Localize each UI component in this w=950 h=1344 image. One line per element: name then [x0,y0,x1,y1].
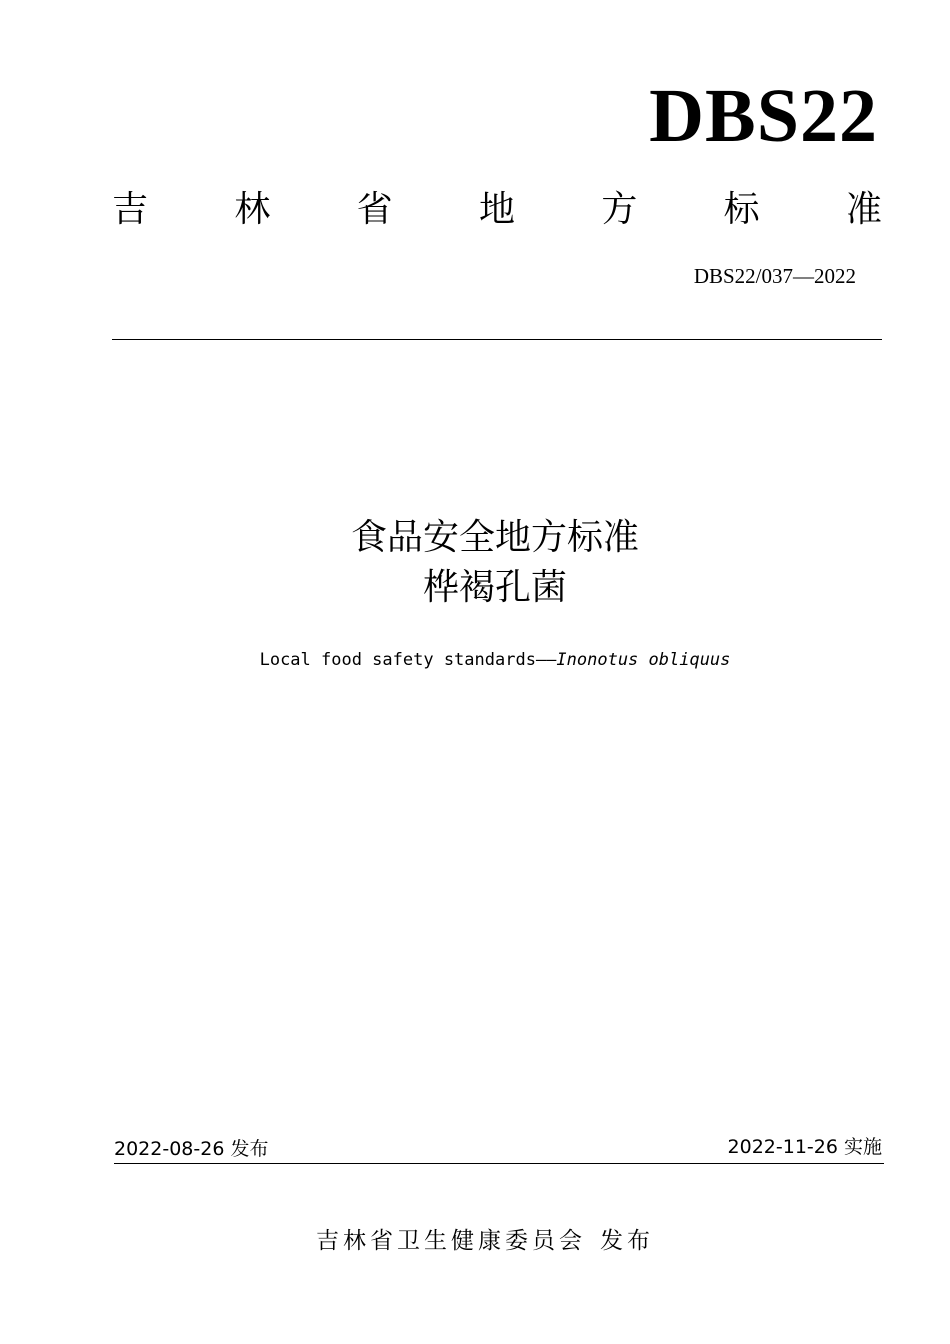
standard-code-mark: DBS22 [649,74,878,158]
bottom-divider [114,1163,884,1164]
document-subtitle: 桦褐孔菌 [422,567,567,608]
standard-type-char: 准 [845,189,882,230]
standard-type-char: 标 [723,189,760,230]
english-title-prefix: Local food safety standards—— [259,650,557,670]
standard-type-char: 方 [601,189,638,230]
document-title: 食品安全地方标准 [350,517,639,558]
implementation-date: 2022-11-26 实施 [727,1136,882,1158]
english-title-latin-name: Inonotus obliquus [556,650,731,670]
standard-type-char: 地 [478,189,515,230]
issuer-name: 吉林省卫生健康委员会 [316,1228,586,1254]
publish-date: 2022-08-26 发布 [114,1138,269,1160]
issuer-action: 发布 [600,1228,654,1254]
standard-number: DBS22/037—2022 [693,264,856,288]
standard-type-heading [112,188,882,232]
standard-type-char: 省 [356,189,393,230]
issuer-line [0,1224,950,1258]
top-divider [112,339,882,340]
english-title [0,646,950,674]
standard-type-char: 吉 [112,189,149,230]
standard-type-char: 林 [234,189,271,230]
